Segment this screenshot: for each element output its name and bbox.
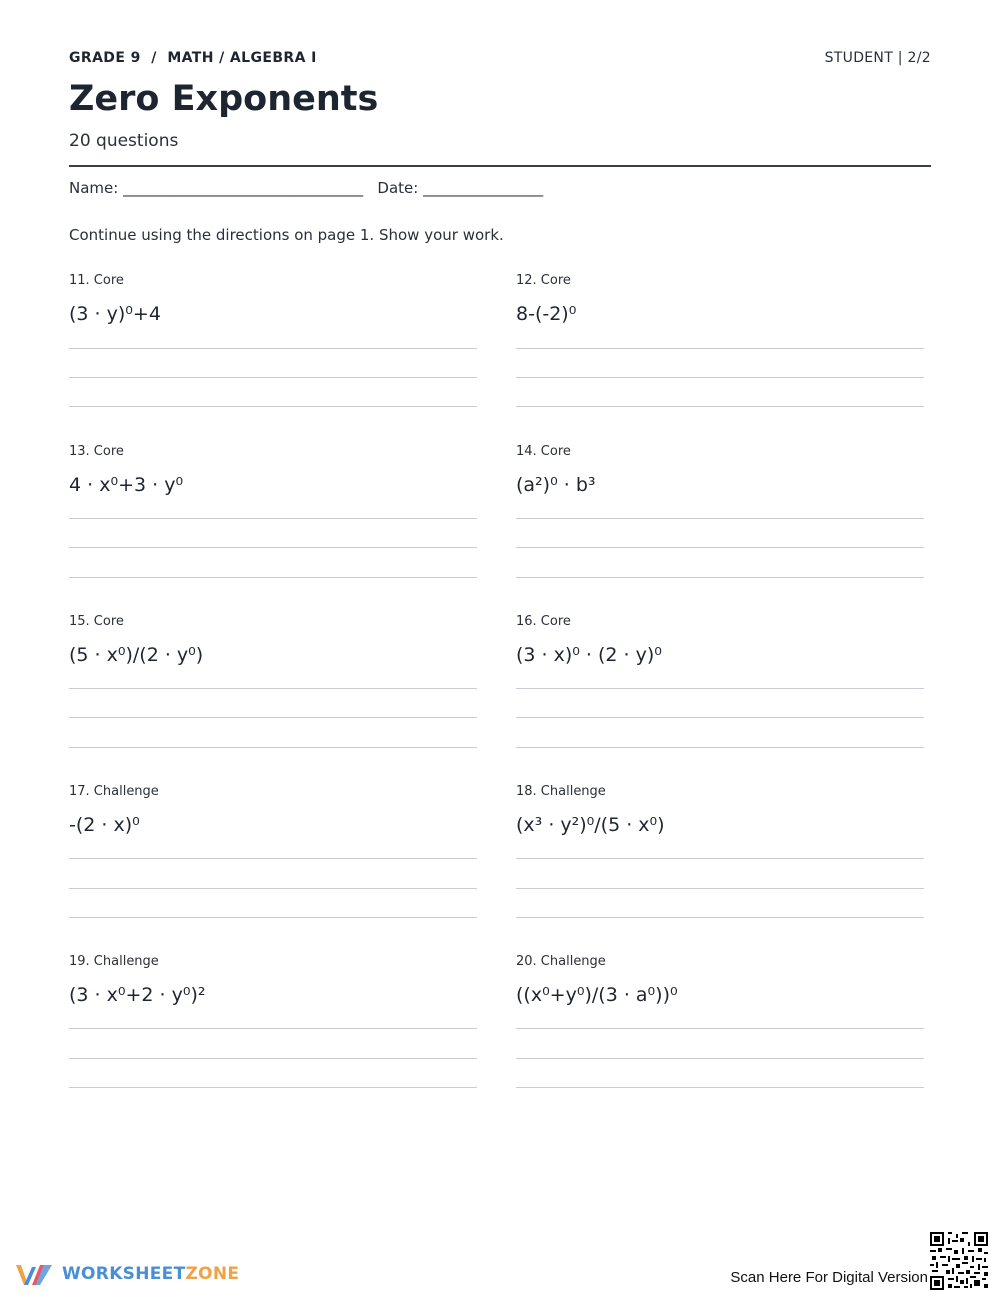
answer-line[interactable] [516,406,924,407]
question-label: 18. Challenge [516,784,606,799]
question-expression: -(2 · x)⁰ [69,814,140,836]
page-indicator: STUDENT | 2/2 [824,50,931,66]
header-divider [69,165,931,167]
answer-line[interactable] [69,888,477,889]
answer-line[interactable] [516,348,924,349]
answer-line[interactable] [69,406,477,407]
question-label: 17. Challenge [69,784,159,799]
question-expression: ((x⁰+y⁰)/(3 · a⁰))⁰ [516,984,678,1006]
question-expression: 4 · x⁰+3 · y⁰ [69,474,184,496]
qr-code-icon[interactable] [930,1232,988,1290]
question-label: 12. Core [516,273,571,288]
answer-line[interactable] [69,547,477,548]
question-label: 14. Core [516,444,571,459]
answer-line[interactable] [69,917,477,918]
answer-line[interactable] [69,747,477,748]
answer-line[interactable] [516,917,924,918]
answer-line[interactable] [516,717,924,718]
question-expression: (a²)⁰ · b³ [516,474,596,496]
question-expression: (x³ · y²)⁰/(5 · x⁰) [516,814,665,836]
answer-line[interactable] [516,1028,924,1029]
question-expression: (3 · y)⁰+4 [69,303,161,325]
page-title: Zero Exponents [69,79,379,119]
header-bar [69,50,931,70]
question-label: 15. Core [69,614,124,629]
answer-line[interactable] [69,518,477,519]
answer-line[interactable] [516,1087,924,1088]
question-label: 16. Core [516,614,571,629]
breadcrumb: GRADE 9 / MATH / ALGEBRA I [69,50,317,66]
answer-line[interactable] [516,747,924,748]
question-expression: 8-(-2)⁰ [516,303,577,325]
answer-line[interactable] [516,547,924,548]
question-expression: (3 · x)⁰ · (2 · y)⁰ [516,644,662,666]
answer-line[interactable] [69,377,477,378]
question-expression: (5 · x⁰)/(2 · y⁰) [69,644,204,666]
answer-line[interactable] [69,688,477,689]
date-field[interactable]: Date: ________________ [377,179,544,197]
answer-line[interactable] [516,858,924,859]
logo-text: WORKSHEETZONE [62,1264,240,1284]
question-label: 11. Core [69,273,124,288]
answer-line[interactable] [69,858,477,859]
answer-line[interactable] [516,377,924,378]
scan-label: Scan Here For Digital Version [730,1269,928,1286]
answer-line[interactable] [516,688,924,689]
answer-line[interactable] [69,1058,477,1059]
answer-line[interactable] [516,888,924,889]
answer-line[interactable] [516,518,924,519]
answer-line[interactable] [516,577,924,578]
answer-line[interactable] [69,348,477,349]
question-label: 20. Challenge [516,954,606,969]
logo-w-icon [14,1261,54,1289]
question-label: 13. Core [69,444,124,459]
directions-text: Continue using the directions on page 1. Show your work. [69,226,504,244]
question-count: 20 questions [69,131,179,151]
answer-line[interactable] [69,1028,477,1029]
name-field[interactable]: Name: ________________________________ [69,179,364,197]
question-expression: (3 · x⁰+2 · y⁰)² [69,984,206,1006]
answer-line[interactable] [69,1087,477,1088]
question-label: 19. Challenge [69,954,159,969]
answer-line[interactable] [516,1058,924,1059]
answer-line[interactable] [69,577,477,578]
answer-line[interactable] [69,717,477,718]
student-info-row [69,179,543,197]
